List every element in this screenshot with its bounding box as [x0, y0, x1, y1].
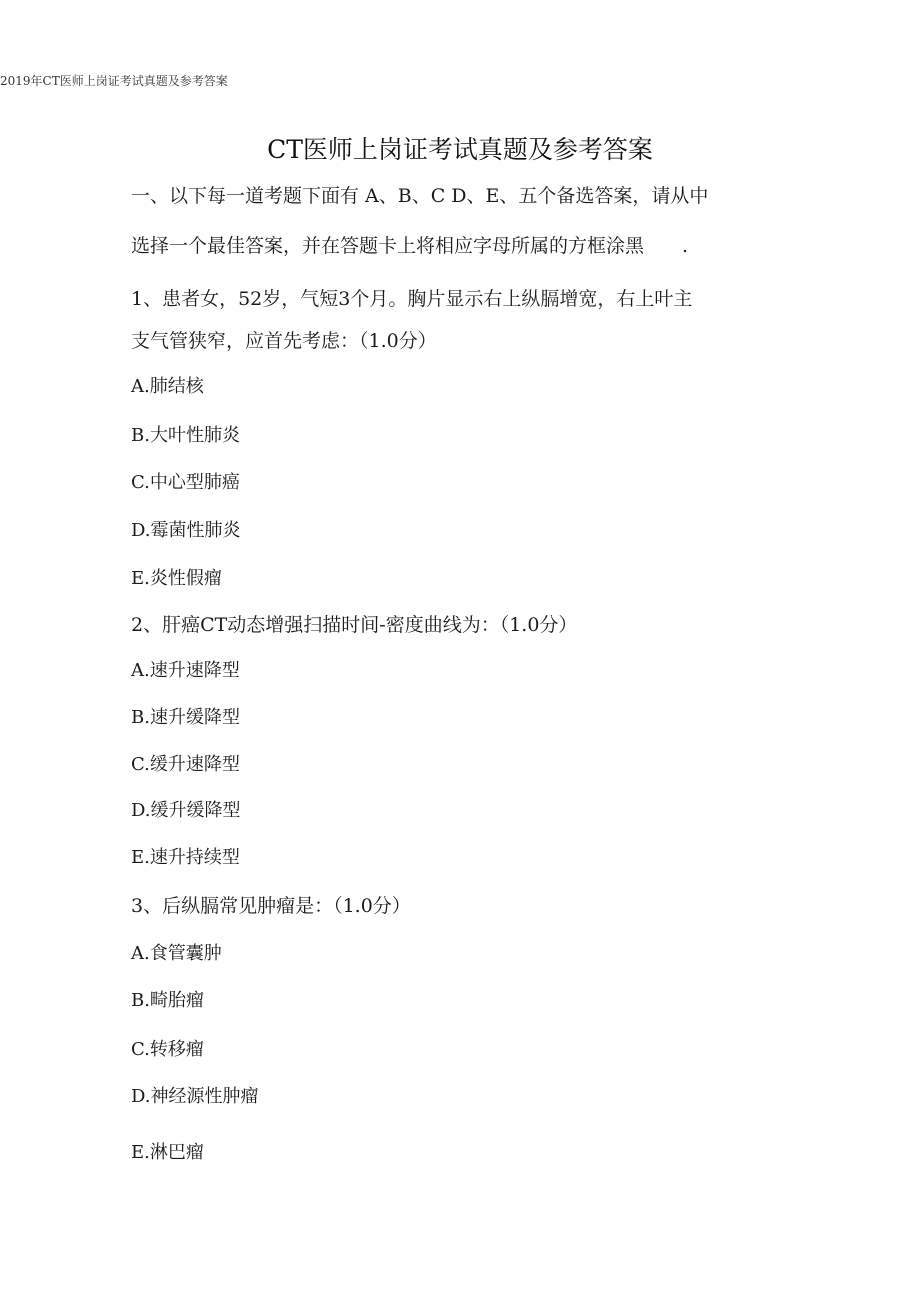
- question-2-option-c: C.缓升速降型: [131, 754, 240, 775]
- question-2-option-a: A.速升速降型: [131, 660, 240, 681]
- question-3-option-c: C.转移瘤: [131, 1039, 204, 1060]
- question-3-option-b: B.畸胎瘤: [131, 990, 204, 1011]
- question-3-option-e: E.淋巴瘤: [131, 1142, 204, 1163]
- question-3-option-d: D.神经源性肿瘤: [131, 1086, 259, 1107]
- question-2-stem-line-1: 2、肝癌CT动态增强扫描时间-密度曲线为：（1.0分）: [131, 614, 578, 636]
- question-2-option-b: B.速升缓降型: [131, 707, 240, 728]
- section-intro-line-2: 选择一个最佳答案，并在答题卡上将相应字母所属的方框涂黑 .: [131, 235, 689, 257]
- question-2-option-e: E.速升持续型: [131, 847, 240, 868]
- section-intro-line-1: 一、以下每一道考题下面有 A、B、C D、E、五个备选答案，请从中: [131, 185, 709, 207]
- question-1-option-c: C.中心型肺癌: [131, 472, 240, 493]
- question-1-option-b: B.大叶性肺炎: [131, 425, 240, 446]
- question-3-option-a: A.食管囊肿: [131, 943, 222, 964]
- question-2-option-d: D.缓升缓降型: [131, 800, 241, 821]
- question-1-stem-line-2: 支气管狭窄，应首先考虑：（1.0分）: [131, 330, 437, 352]
- question-1-option-a: A.肺结核: [131, 376, 204, 397]
- question-1-stem-line-1: 1、患者女，52岁，气短3个月。胸片显示右上纵膈增宽，右上叶主: [131, 288, 693, 310]
- question-3-stem-line-1: 3、后纵膈常见肿瘤是：（1.0分）: [131, 895, 411, 917]
- question-1-option-e: E.炎性假瘤: [131, 568, 222, 589]
- document-title: CT医师上岗证考试真题及参考答案: [267, 135, 653, 164]
- question-1-option-d: D.霉菌性肺炎: [131, 520, 241, 541]
- running-header: 2019年CT医师上岗证考试真题及参考答案: [0, 74, 228, 88]
